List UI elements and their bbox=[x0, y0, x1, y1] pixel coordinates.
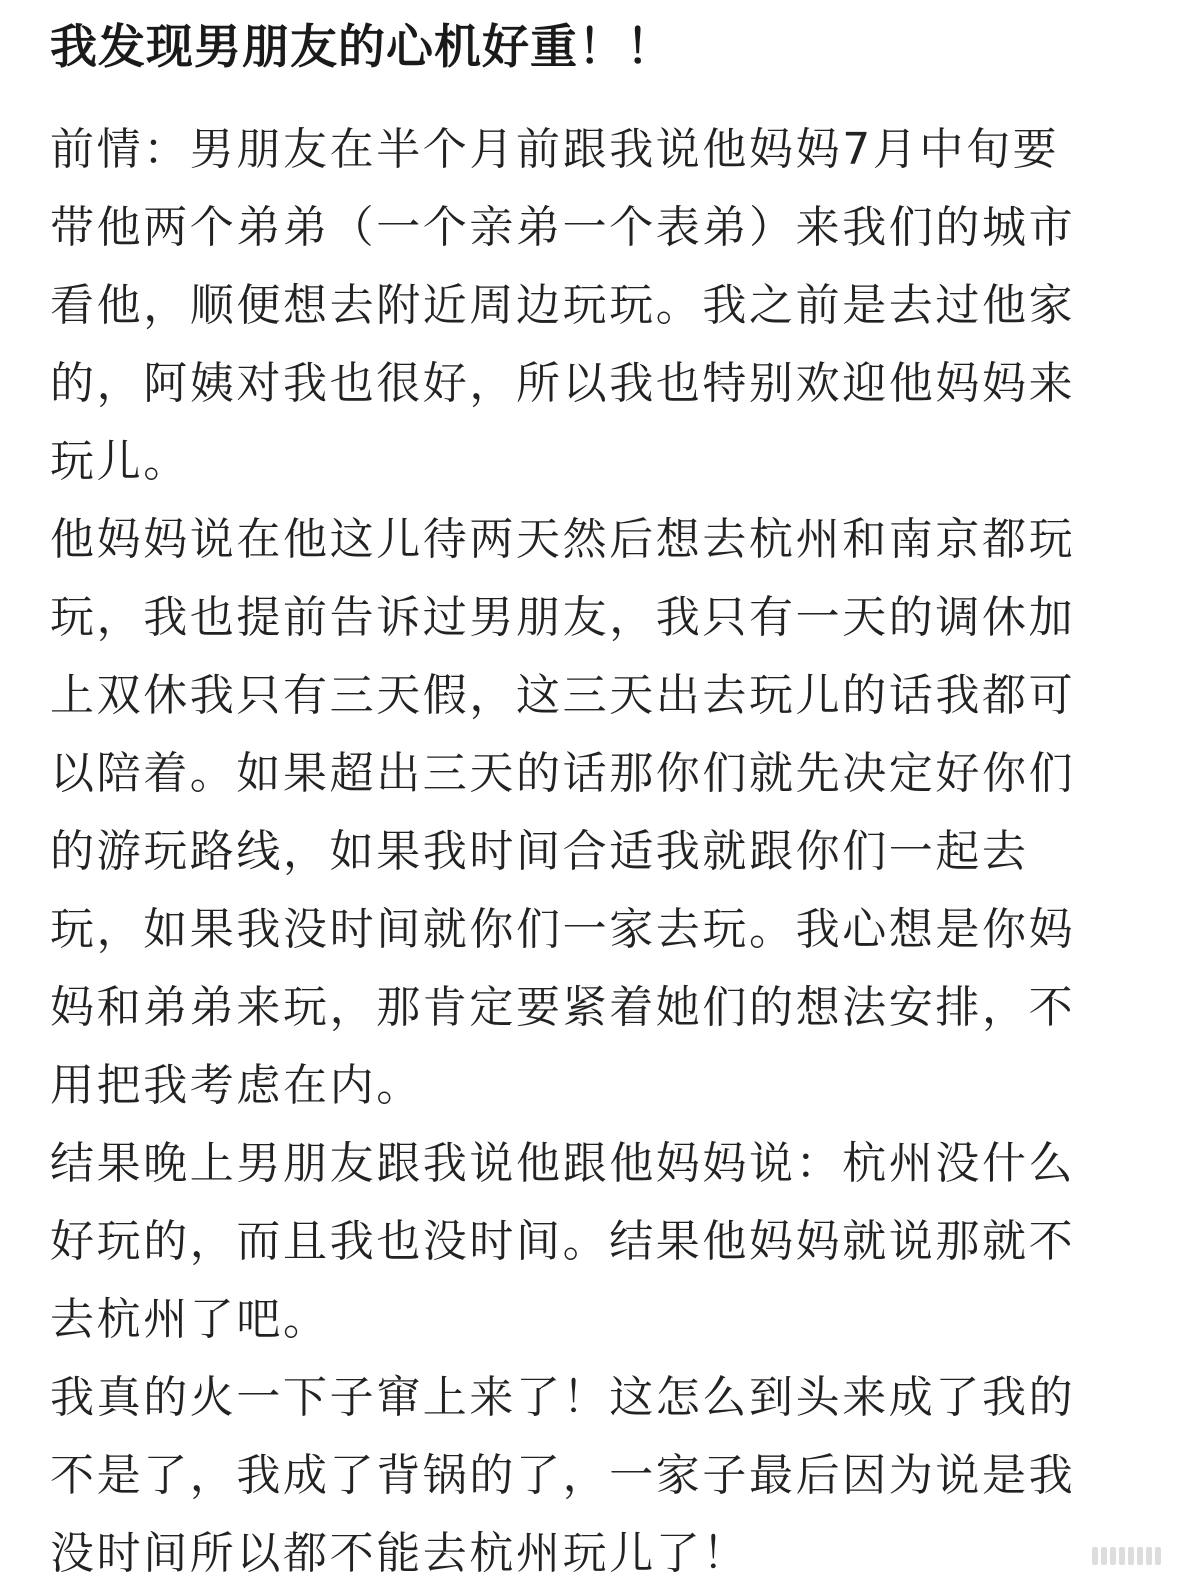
watermark-stroke bbox=[1092, 1547, 1098, 1565]
post-line: 看他，顺便想去附近周边玩玩。我之前是去过他家 bbox=[50, 280, 1076, 331]
watermark-stroke bbox=[1146, 1547, 1152, 1565]
post-line: 没时间所以都不能去杭州玩儿了！ bbox=[50, 1528, 749, 1579]
post-line: 玩，如果我没时间就你们一家去玩。我心想是你妈 bbox=[50, 904, 1076, 955]
watermark-stroke bbox=[1128, 1547, 1134, 1565]
watermark-mark bbox=[1092, 1547, 1161, 1565]
watermark-stroke bbox=[1101, 1547, 1107, 1565]
post-line: 玩儿。 bbox=[50, 436, 190, 487]
post-line: 的游玩路线，如果我时间合适我就跟你们一起去 bbox=[50, 826, 1029, 877]
post-line: 结果晚上男朋友跟我说他跟他妈妈说：杭州没什么 bbox=[50, 1138, 1076, 1189]
post-line: 上双休我只有三天假，这三天出去玩儿的话我都可 bbox=[50, 670, 1076, 721]
post-content bbox=[50, 0, 1125, 1593]
watermark-stroke bbox=[1119, 1547, 1125, 1565]
post-line: 的，阿姨对我也很好，所以我也特别欢迎他妈妈来 bbox=[50, 358, 1076, 409]
post-line: 他妈妈说在他这儿待两天然后想去杭州和南京都玩 bbox=[50, 514, 1076, 565]
post-line: 我真的火一下子窜上来了！这怎么到头来成了我的 bbox=[50, 1372, 1076, 1423]
post-line: 妈和弟弟来玩，那肯定要紧着她们的想法安排，不 bbox=[50, 982, 1076, 1033]
watermark-stroke bbox=[1155, 1547, 1161, 1565]
post-line: 用把我考虑在内。 bbox=[50, 1060, 423, 1111]
post-line: 前情：男朋友在半个月前跟我说他妈妈7月中旬要 bbox=[50, 124, 1060, 175]
watermark-stroke bbox=[1137, 1547, 1143, 1565]
post-line: 带他两个弟弟（一个亲弟一个表弟）来我们的城市 bbox=[50, 202, 1076, 253]
watermark-stroke bbox=[1110, 1547, 1116, 1565]
post-line: 以陪着。如果超出三天的话那你们就先决定好你们 bbox=[50, 748, 1076, 799]
post-title: 我发现男朋友的心机好重！！ bbox=[50, 20, 674, 75]
post-line: 去杭州了吧。 bbox=[50, 1294, 330, 1345]
post-line: 好玩的，而且我也没时间。结果他妈妈就说那就不 bbox=[50, 1216, 1076, 1267]
post-line: 玩，我也提前告诉过男朋友，我只有一天的调休加 bbox=[50, 592, 1076, 643]
post-line: 不是了，我成了背锅的了，一家子最后因为说是我 bbox=[50, 1450, 1076, 1501]
post-body bbox=[50, 111, 1125, 1593]
